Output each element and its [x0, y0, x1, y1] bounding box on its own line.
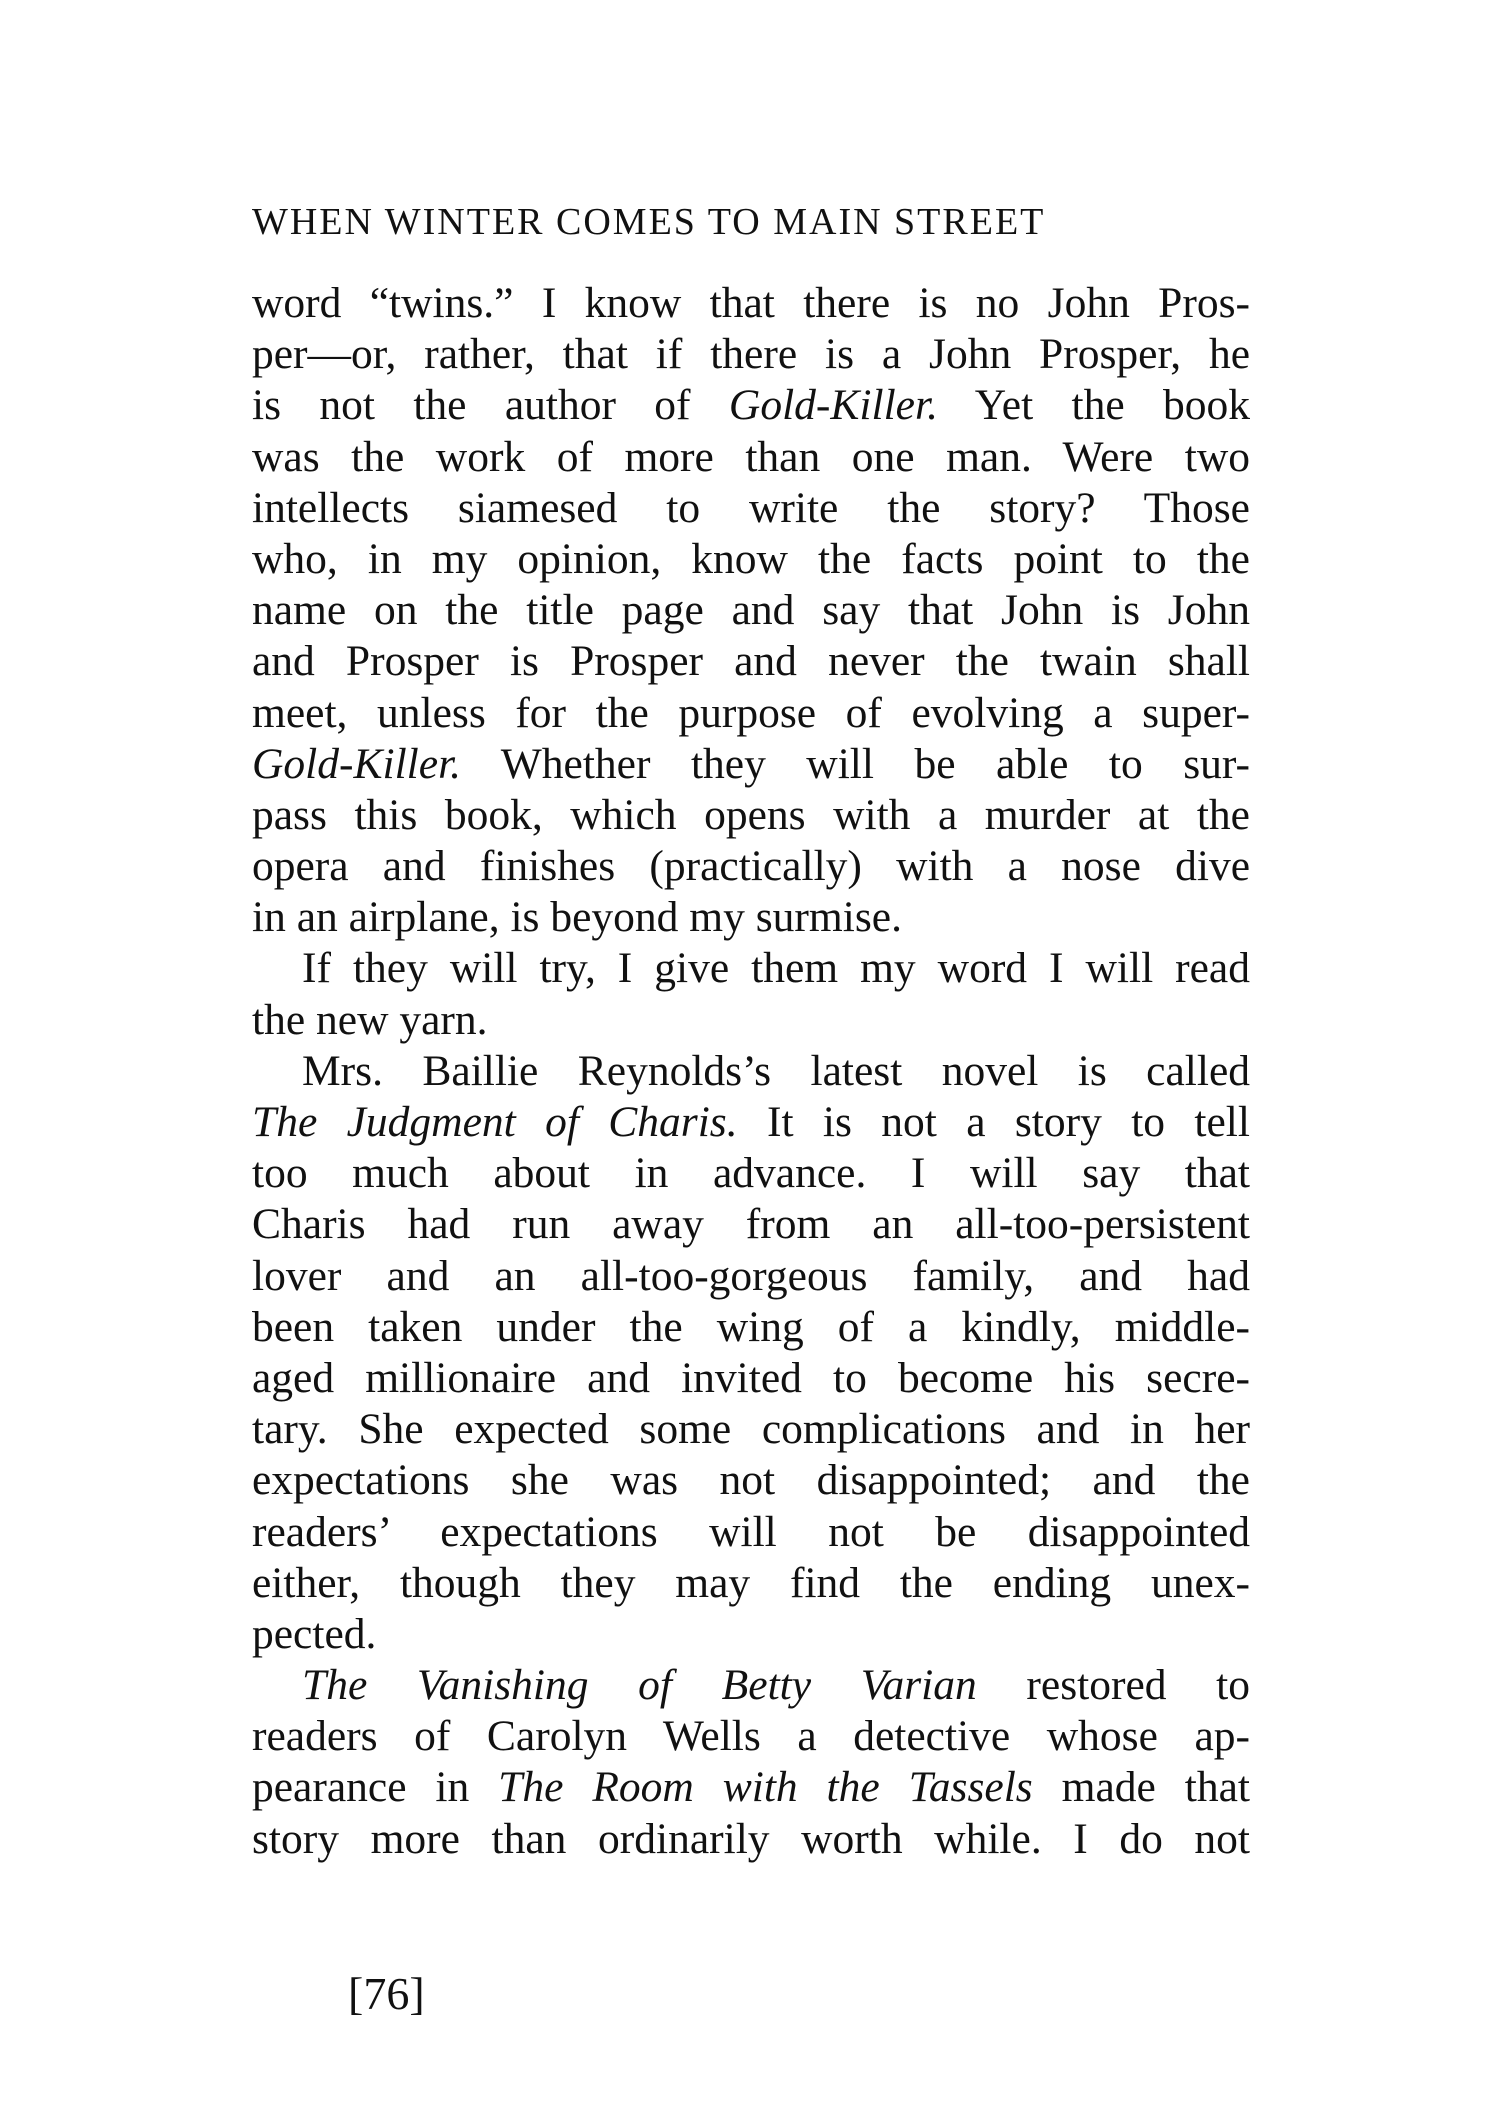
text-line [252, 534, 1250, 585]
text-segment: in an airplane, is beyond my surmise. [252, 893, 902, 942]
text-line [252, 1302, 1250, 1353]
text-segment: readers of Carolyn Wells a detective whose ap- [252, 1712, 1250, 1761]
text-segment: aged millionaire and invited to become his secre- [252, 1353, 1250, 1402]
text-line [252, 1762, 1250, 1813]
text-segment: the new yarn. [252, 995, 488, 1044]
text-segment: Whether they will be able to sur- [461, 739, 1250, 788]
text-line [252, 1609, 1250, 1660]
text-segment: expectations she was not disappointed; and the [252, 1456, 1250, 1505]
text-segment: restored to [976, 1661, 1251, 1710]
text-line [252, 1097, 1250, 1148]
text-segment: pearance in [252, 1763, 499, 1812]
italic-title: The Vanishing of Betty Varian [302, 1661, 977, 1710]
text-line [252, 1558, 1250, 1609]
text-segment: pass this book, which opens with a murder at the [252, 790, 1250, 839]
text-line [252, 1455, 1250, 1506]
running-head: WHEN WINTER COMES TO MAIN STREET [252, 201, 1046, 243]
text-line [252, 585, 1250, 636]
text-line [252, 892, 1250, 943]
text-segment: too much about in advance. I will say that [252, 1149, 1250, 1198]
text-segment: story more than ordinarily worth while. I do not [252, 1814, 1250, 1863]
text-segment: opera and finishes (practically) with a nose dive [252, 842, 1250, 891]
text-segment: Yet the book [937, 381, 1251, 430]
text-segment: tary. She expected some complications and in her [252, 1405, 1250, 1454]
italic-title: The Judgment of Charis. [252, 1098, 738, 1146]
text-segment: Mrs. Baillie Reynolds’s latest novel is called [302, 1046, 1250, 1095]
text-line [252, 1353, 1250, 1404]
text-line [252, 636, 1250, 687]
text-line [252, 995, 1250, 1046]
text-line [252, 432, 1250, 483]
text-segment: Charis had run away from an all-too-persistent [252, 1200, 1250, 1249]
text-line [252, 278, 1250, 329]
text-line [252, 329, 1250, 380]
text-segment: lover and an all-too-gorgeous family, and had [252, 1251, 1250, 1300]
italic-title: The Room with the Tassels [498, 1763, 1033, 1812]
text-line [252, 790, 1250, 841]
text-line [252, 1711, 1250, 1762]
text-line [252, 380, 1250, 431]
text-segment: pected. [252, 1609, 377, 1658]
italic-title: Gold-Killer. [728, 381, 938, 430]
page-number: [76] [348, 1968, 425, 2019]
text-segment: per—or, rather, that if there is a John Prosper, he [252, 330, 1250, 379]
text-segment: word “twins.” I know that there is no John Pros- [252, 279, 1250, 327]
text-line [252, 483, 1250, 534]
body-text [252, 278, 1250, 1865]
text-line [252, 739, 1250, 790]
text-segment: name on the title page and say that John is John [252, 586, 1250, 635]
text-line [252, 1507, 1250, 1558]
text-line [252, 1660, 1250, 1711]
text-segment: made that [1032, 1763, 1250, 1812]
text-segment: intellects siamesed to write the story? Those [252, 483, 1250, 532]
text-line [252, 943, 1250, 994]
text-line [252, 1251, 1250, 1302]
text-segment: readers’ expectations will not be disappointed [252, 1507, 1250, 1556]
text-segment: who, in my opinion, know the facts point to the [252, 534, 1250, 583]
text-line [252, 1199, 1250, 1250]
text-line [252, 1148, 1250, 1199]
text-segment: was the work of more than one man. Were two [252, 432, 1250, 481]
text-segment: meet, unless for the purpose of evolving a super- [252, 688, 1250, 737]
text-segment: and Prosper is Prosper and never the twain shall [252, 637, 1250, 686]
text-line [252, 1046, 1250, 1097]
text-line [252, 1404, 1250, 1455]
text-segment: either, though they may find the ending unex- [252, 1558, 1250, 1607]
text-segment: been taken under the wing of a kindly, middle- [252, 1302, 1250, 1351]
text-segment: If they will try, I give them my word I will read [302, 944, 1250, 993]
text-segment: is not the author of [252, 381, 729, 430]
text-segment: It is not a story to tell [737, 1098, 1250, 1146]
text-line [252, 1814, 1250, 1865]
text-line [252, 841, 1250, 892]
italic-title: Gold-Killer. [252, 739, 462, 788]
text-line [252, 688, 1250, 739]
